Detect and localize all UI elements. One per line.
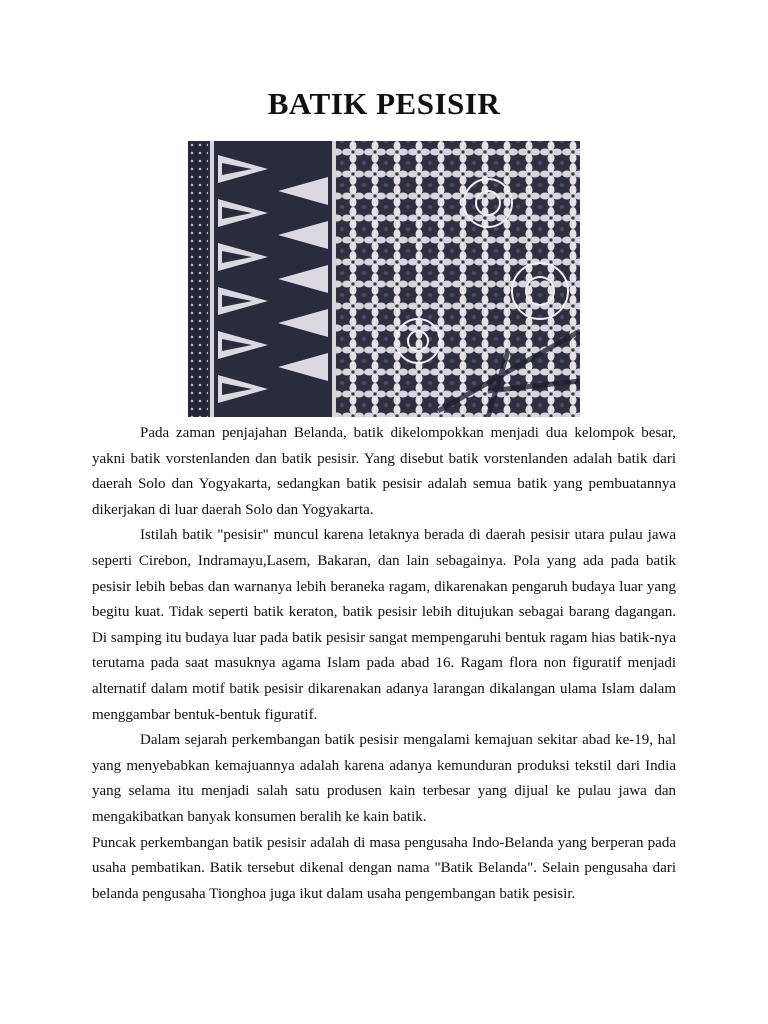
batik-image bbox=[188, 141, 580, 417]
paragraph-4: Puncak perkembangan batik pesisir adalah di masa pengusaha Indo-Belanda yang berperan pada usaha pembatikan. Batik tersebut dikenal dengan nama "Batik Belanda". Selain pengusaha dari belanda pengusaha Tionghoa juga ikut dalam usaha pengembangan batik pesisir. bbox=[92, 834, 676, 902]
page-title: BATIK PESISIR bbox=[267, 86, 501, 121]
article-body bbox=[92, 421, 676, 907]
paragraph-1: Pada zaman penjajahan Belanda, batik dikelompokkan menjadi dua kelompok besar, yakni batik vorstenlanden dan batik pesisir. Yang disebut batik vorstenlanden adalah batik dari daerah Solo dan Yogyakarta, sedangkan batik pesisir adalah semua batik yang pembuatannya dikerjakan di luar daerah Solo dan Yogyakarta. bbox=[92, 425, 676, 518]
paragraph-2: Istilah batik "pesisir" muncul karena letaknya berada di daerah pesisir utara pulau jawa seperti Cirebon, Indramayu,Lasem, Bakaran, dan lain sebagainya. Pola yang ada pada batik pesisir lebih bebas dan warnanya lebih beraneka ragam, dikarenakan pengaruh budaya luar yang begitu kuat. Tidak seperti batik keraton, batik pesisir lebih ditujukan sebagai barang dagangan. Di samping itu budaya luar pada batik pesisir sangat mempengaruhi bentuk ragam hias batik-nya terutama pada saat masuknya agama Islam pada abad 16. Ragam flora non figuratif menjadi alternatif dalam motif batik pesisir dikarenakan adanya larangan dikalangan ulama Islam dalam menggambar bentuk-bentuk figuratif. bbox=[92, 527, 676, 723]
batik-pattern-graphic bbox=[188, 141, 580, 417]
paragraph-3: Dalam sejarah perkembangan batik pesisir mengalami kemajuan sekitar abad ke-19, hal yang menyebabkan kemajuannya adalah karena adanya kemunduran produksi tekstil dari India yang selama itu menjadi salah satu produsen kain terbesar yang dijual ke pulau jawa dan mengakibatkan banyak konsumen beralih ke kain batik. bbox=[92, 732, 676, 825]
